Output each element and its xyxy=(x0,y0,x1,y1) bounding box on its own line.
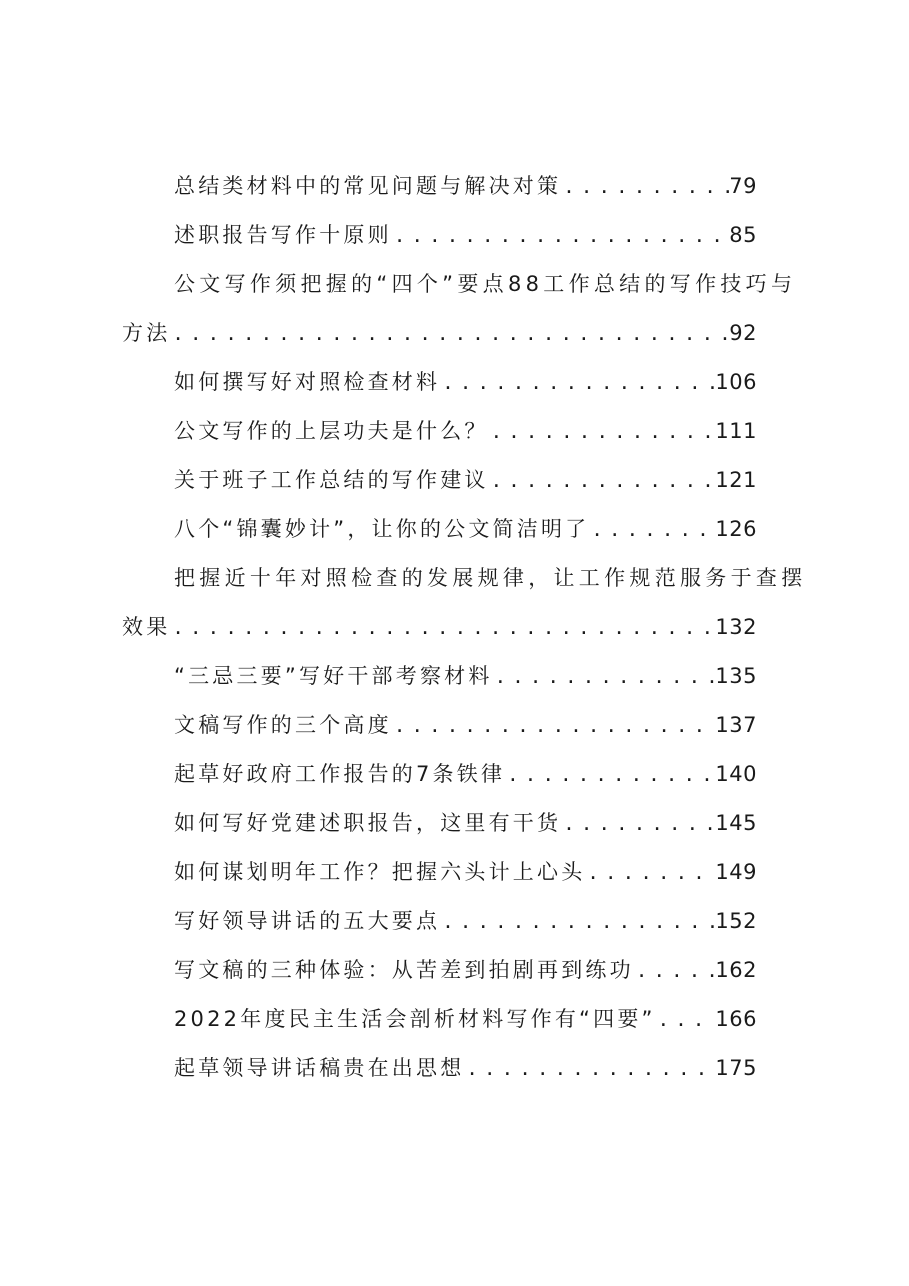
toc-leader-dots xyxy=(489,408,716,457)
toc-entry-title: 八个“锦囊妙计”，让你的公文简洁明了 xyxy=(174,517,590,541)
toc-entry-title: 起草好政府工作报告的7条铁律 xyxy=(174,762,506,786)
toc-leader-dots xyxy=(585,849,715,898)
toc-entry[interactable] xyxy=(0,162,909,211)
toc-entry[interactable] xyxy=(0,456,909,505)
toc-leader-dots xyxy=(656,996,716,1045)
toc-entry[interactable] xyxy=(0,358,909,407)
toc-entry[interactable] xyxy=(0,260,909,358)
toc-page-number: 152 xyxy=(715,909,757,933)
table-of-contents xyxy=(0,162,909,1093)
toc-entry[interactable] xyxy=(0,946,909,995)
toc-page-number: 121 xyxy=(715,468,757,492)
toc-entry-title-line1: 公文写作须把握的“四个”要点88工作总结的写作技巧与 xyxy=(174,272,797,296)
toc-entry[interactable] xyxy=(0,995,909,1044)
toc-leader-dots xyxy=(561,163,729,212)
toc-page-number: 126 xyxy=(715,517,757,541)
toc-entry-title: 写好领导讲话的五大要点 xyxy=(174,909,441,933)
toc-entry-title: 写文稿的三种体验：从苦差到拍剧再到练功 xyxy=(174,958,634,982)
toc-leader-dots xyxy=(170,604,715,653)
toc-entry-title: “三忌三要”写好干部考察材料 xyxy=(174,664,493,688)
toc-entry[interactable] xyxy=(0,505,909,554)
toc-entry[interactable] xyxy=(0,554,909,652)
toc-leader-dots xyxy=(505,751,715,800)
toc-entry[interactable] xyxy=(0,701,909,750)
toc-page-number: 140 xyxy=(715,762,757,786)
toc-page-number: 79 xyxy=(729,174,757,198)
toc-entry-title: 如何谋划明年工作？把握六头计上心头 xyxy=(174,860,586,884)
toc-leader-dots xyxy=(561,800,715,849)
toc-entry[interactable] xyxy=(0,848,909,897)
toc-page-number: 166 xyxy=(715,1007,757,1031)
toc-entry[interactable] xyxy=(0,799,909,848)
toc-leader-dots xyxy=(634,947,716,996)
toc-entry[interactable] xyxy=(0,750,909,799)
toc-entry[interactable] xyxy=(0,211,909,260)
toc-entry-title: 总结类材料中的常见问题与解决对策 xyxy=(174,174,562,198)
toc-page-number: 145 xyxy=(715,811,757,835)
toc-entry-title: 文稿写作的三个高度 xyxy=(174,713,392,737)
toc-leader-dots xyxy=(392,212,729,261)
toc-entry-title-line2: 方法 xyxy=(122,321,171,345)
toc-entry-title: 2022年度民主生活会剖析材料写作有“四要” xyxy=(174,1007,656,1031)
toc-page-number: 111 xyxy=(715,419,757,443)
toc-entry-title: 如何写好党建述职报告，这里有干货 xyxy=(174,811,562,835)
toc-page-number: 149 xyxy=(715,860,757,884)
toc-page-number: 132 xyxy=(715,615,757,639)
toc-entry-title: 述职报告写作十原则 xyxy=(174,223,392,247)
toc-page-number: 175 xyxy=(715,1056,757,1080)
toc-page-number: 85 xyxy=(729,223,757,247)
toc-entry-title: 如何撰写好对照检查材料 xyxy=(174,370,441,394)
toc-page-number: 92 xyxy=(729,321,757,345)
toc-entry[interactable] xyxy=(0,1044,909,1093)
toc-leader-dots xyxy=(440,898,715,947)
toc-leader-dots xyxy=(493,653,716,702)
toc-page-number: 135 xyxy=(715,664,757,688)
toc-leader-dots xyxy=(440,359,715,408)
toc-entry-title: 起草领导讲话稿贵在出思想 xyxy=(174,1056,465,1080)
toc-entry-title-line2: 效果 xyxy=(122,615,171,639)
toc-entry-title: 公文写作的上层功夫是什么？ xyxy=(174,419,489,443)
toc-leader-dots xyxy=(589,506,715,555)
toc-page-number: 137 xyxy=(715,713,757,737)
toc-entry-title: 关于班子工作总结的写作建议 xyxy=(174,468,489,492)
toc-entry[interactable] xyxy=(0,652,909,701)
toc-page-number: 162 xyxy=(715,958,757,982)
toc-entry-title-line1: 把握近十年对照检查的发展规律，让工作规范服务于查摆 xyxy=(174,566,807,590)
toc-leader-dots xyxy=(170,310,729,359)
toc-entry[interactable] xyxy=(0,897,909,946)
toc-page-number: 106 xyxy=(715,370,757,394)
toc-entry[interactable] xyxy=(0,407,909,456)
toc-leader-dots xyxy=(489,457,716,506)
toc-leader-dots xyxy=(464,1045,715,1094)
toc-leader-dots xyxy=(392,702,716,751)
